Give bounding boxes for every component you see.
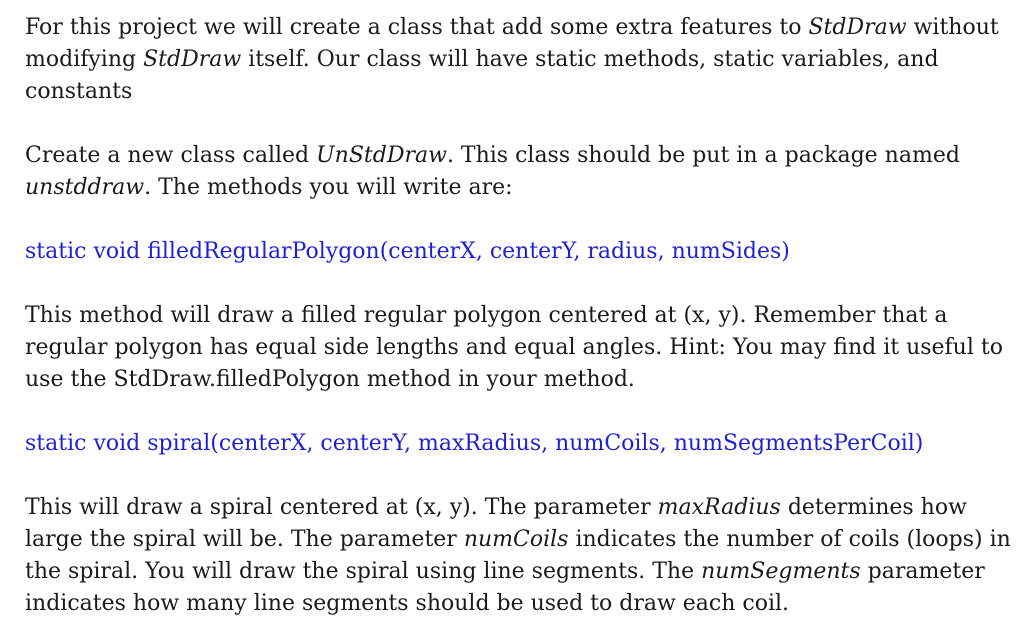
intro-text-3: itself. Our class will have static methods, static variables, and constants — [25, 47, 939, 104]
class-text-1: Create a new class called — [25, 143, 317, 168]
param-numsegments: numSegments — [701, 559, 861, 584]
paragraph-spacer — [25, 396, 1020, 428]
paragraph-spacer — [25, 108, 1020, 140]
spiral-text-3: indicates the number of coils (loops) in the spiral. You will draw the spiral using line segments. The — [25, 527, 1011, 584]
document-body — [25, 12, 1020, 620]
class-text-3: . The methods you will write are: — [144, 175, 513, 200]
stddraw-ref-1: StdDraw — [808, 15, 907, 40]
method-signature-spiral: static void spiral(centerX, centerY, maxRadius, numCoils, numSegmentsPerCoil) — [25, 431, 924, 456]
package-name: unstddraw — [25, 175, 145, 200]
stddraw-ref-2: StdDraw — [143, 47, 242, 72]
paragraph-spacer — [25, 268, 1020, 300]
param-maxradius: maxRadius — [657, 495, 781, 520]
class-text-2: . This class should be put in a package named — [446, 143, 960, 168]
spiral-description — [25, 492, 1020, 620]
class-paragraph — [25, 140, 1020, 204]
intro-paragraph — [25, 12, 1020, 108]
intro-text-1: For this project we will create a class that add some extra features to — [25, 15, 809, 40]
param-numcoils: numCoils — [463, 527, 569, 552]
spiral-text-2: determines how large the spiral will be. The parameter — [25, 495, 967, 552]
method-signature-polygon: static void filledRegularPolygon(centerX, centerY, radius, numSides) — [25, 239, 790, 264]
intro-text-2: without modifying — [25, 15, 999, 72]
class-name: UnStdDraw — [316, 143, 447, 168]
polygon-description: This method will draw a filled regular polygon centered at (x, y). Remember that a regular polygon has equal side lengths and equal angles. Hint: You may find it useful to use the StdDraw.filledPolygon method in your method. — [25, 303, 1003, 392]
paragraph-spacer — [25, 204, 1020, 236]
spiral-text-1: This will draw a spiral centered at (x, y). The parameter — [25, 495, 658, 520]
paragraph-spacer — [25, 460, 1020, 492]
spiral-text-4: parameter indicates how many line segments should be used to draw each coil. — [25, 559, 985, 616]
